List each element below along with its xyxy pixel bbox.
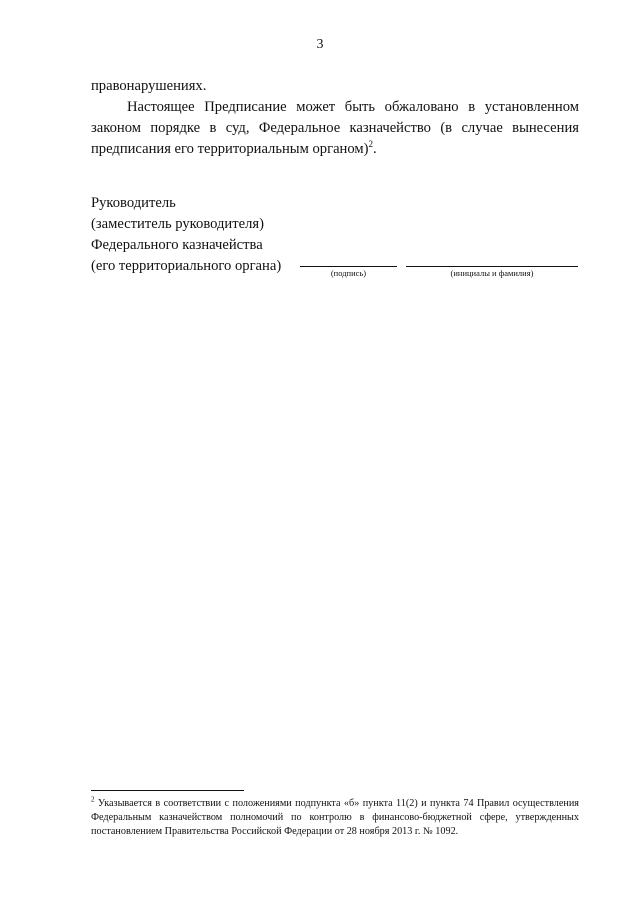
appeal-paragraph-end: . [372, 141, 377, 157]
signature-caption: (подпись) [330, 268, 367, 278]
name-caption: (инициалы и фамилия) [450, 268, 534, 278]
appeal-paragraph-text: Настоящее Предписание может быть обжаловано в установленном законом порядке в суд, Федеральное казначейство (в случае вынесения предписания его территориальным органом) [91, 99, 579, 157]
footnote [91, 797, 579, 839]
name-line [406, 266, 578, 267]
signatory-line: Руководитель [91, 195, 176, 211]
signatory-block [91, 193, 281, 277]
page-number: 3 [316, 37, 324, 52]
footnote-text: Указывается в соответствии с положениями подпункта «б» пункта 11(2) и пункта 74 Правил осуществления Федеральным казначейством полномочий по контролю в финансово-бюджетной сфере, утвержденных постановлением Правительства Российской Федерации от 28 ноября 2013 г. № 1092. [91, 798, 579, 837]
signatory-line: Федерального казначейства [91, 237, 263, 253]
body-line-continuation: правонарушениях. [91, 78, 207, 94]
footnote-separator [91, 790, 244, 791]
footnote-number: 2 [91, 795, 95, 804]
signatory-line: (его территориального органа) [91, 258, 282, 274]
footnote-reference: 2 [368, 139, 373, 150]
appeal-paragraph [91, 97, 579, 160]
signatory-line: (заместитель руководителя) [91, 216, 264, 232]
signature-line [300, 266, 397, 267]
